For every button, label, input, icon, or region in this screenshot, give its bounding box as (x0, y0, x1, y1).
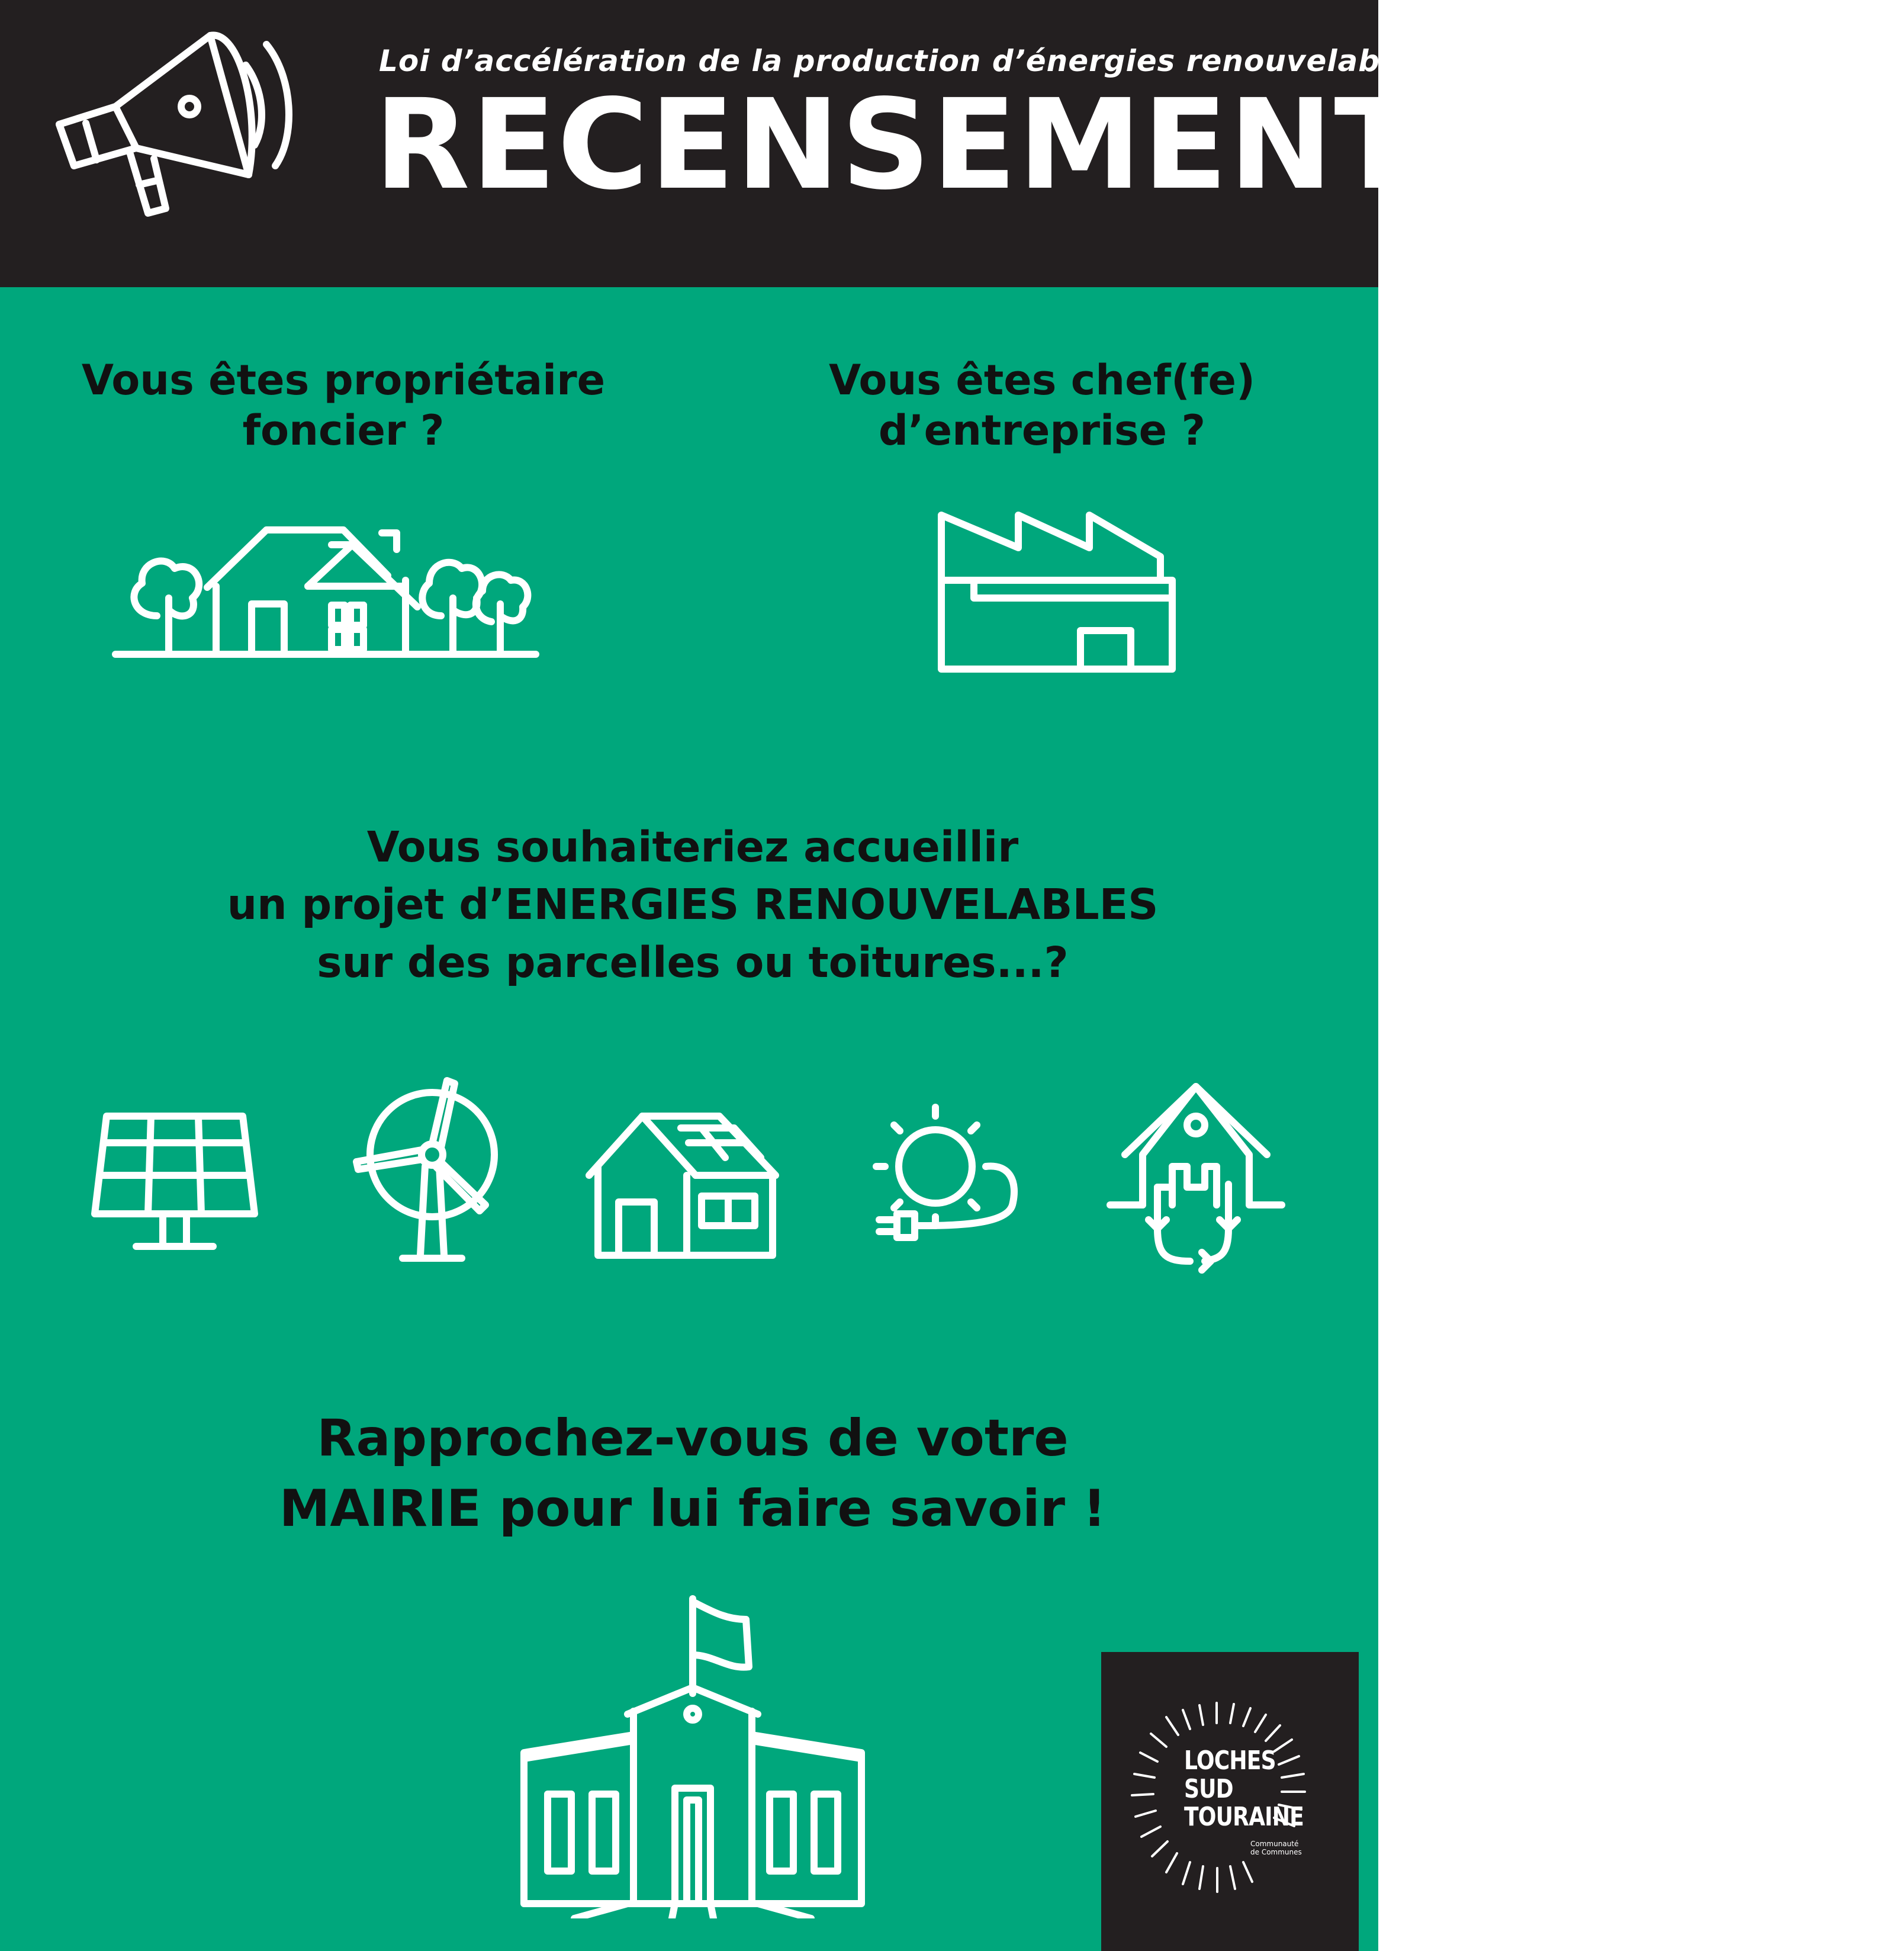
house-energy-cycle-icon (1101, 1078, 1291, 1291)
logo-line: SUD (1184, 1773, 1233, 1804)
call-to-action (201, 1403, 1184, 1544)
factory-icon (935, 509, 1178, 675)
sun-plug-icon (861, 1098, 1021, 1270)
logo-subline: Communauté (1250, 1840, 1299, 1848)
question-line: Vous souhaiteriez accueillir (366, 822, 1019, 872)
header-banner (0, 0, 1430, 287)
question-business (758, 355, 1326, 457)
logo-subline: de Communes (1250, 1847, 1302, 1856)
solar-panel-icon (89, 1107, 260, 1255)
question-landowner (59, 355, 628, 457)
cta-line: MAIRIE pour lui faire savoir ! (279, 1478, 1107, 1538)
solar-roof-house-icon (583, 1101, 784, 1261)
wind-turbine-icon (349, 1072, 503, 1267)
page-title: RECENSEMENT (374, 72, 1420, 217)
loches-sud-touraine-logo (1101, 1652, 1359, 1951)
question-line: un projet d’ENERGIES RENOUVELABLES (227, 880, 1159, 930)
header-subtitle: Loi d’accélération de la production d’énergies renouvelables (379, 44, 1430, 78)
cta-line: Rapprochez-vous de votre (317, 1409, 1069, 1468)
logo-subtitle (1250, 1840, 1302, 1857)
question-line: Vous êtes chef(fe) (829, 356, 1255, 404)
logo-wordmark (1184, 1747, 1330, 1831)
house-trees-icon (110, 521, 542, 663)
question-line: Vous êtes propriétaire (81, 356, 606, 404)
question-project (142, 818, 1243, 991)
logo-line: LOCHES (1184, 1746, 1276, 1776)
question-line: foncier ? (242, 406, 445, 455)
logo-line: TOURAINE (1184, 1802, 1304, 1833)
question-line: sur des parcelles ou toitures...? (317, 937, 1069, 987)
town-hall-icon (515, 1587, 870, 1918)
megaphone-icon (50, 18, 299, 237)
question-line: d’entreprise ? (878, 406, 1206, 455)
